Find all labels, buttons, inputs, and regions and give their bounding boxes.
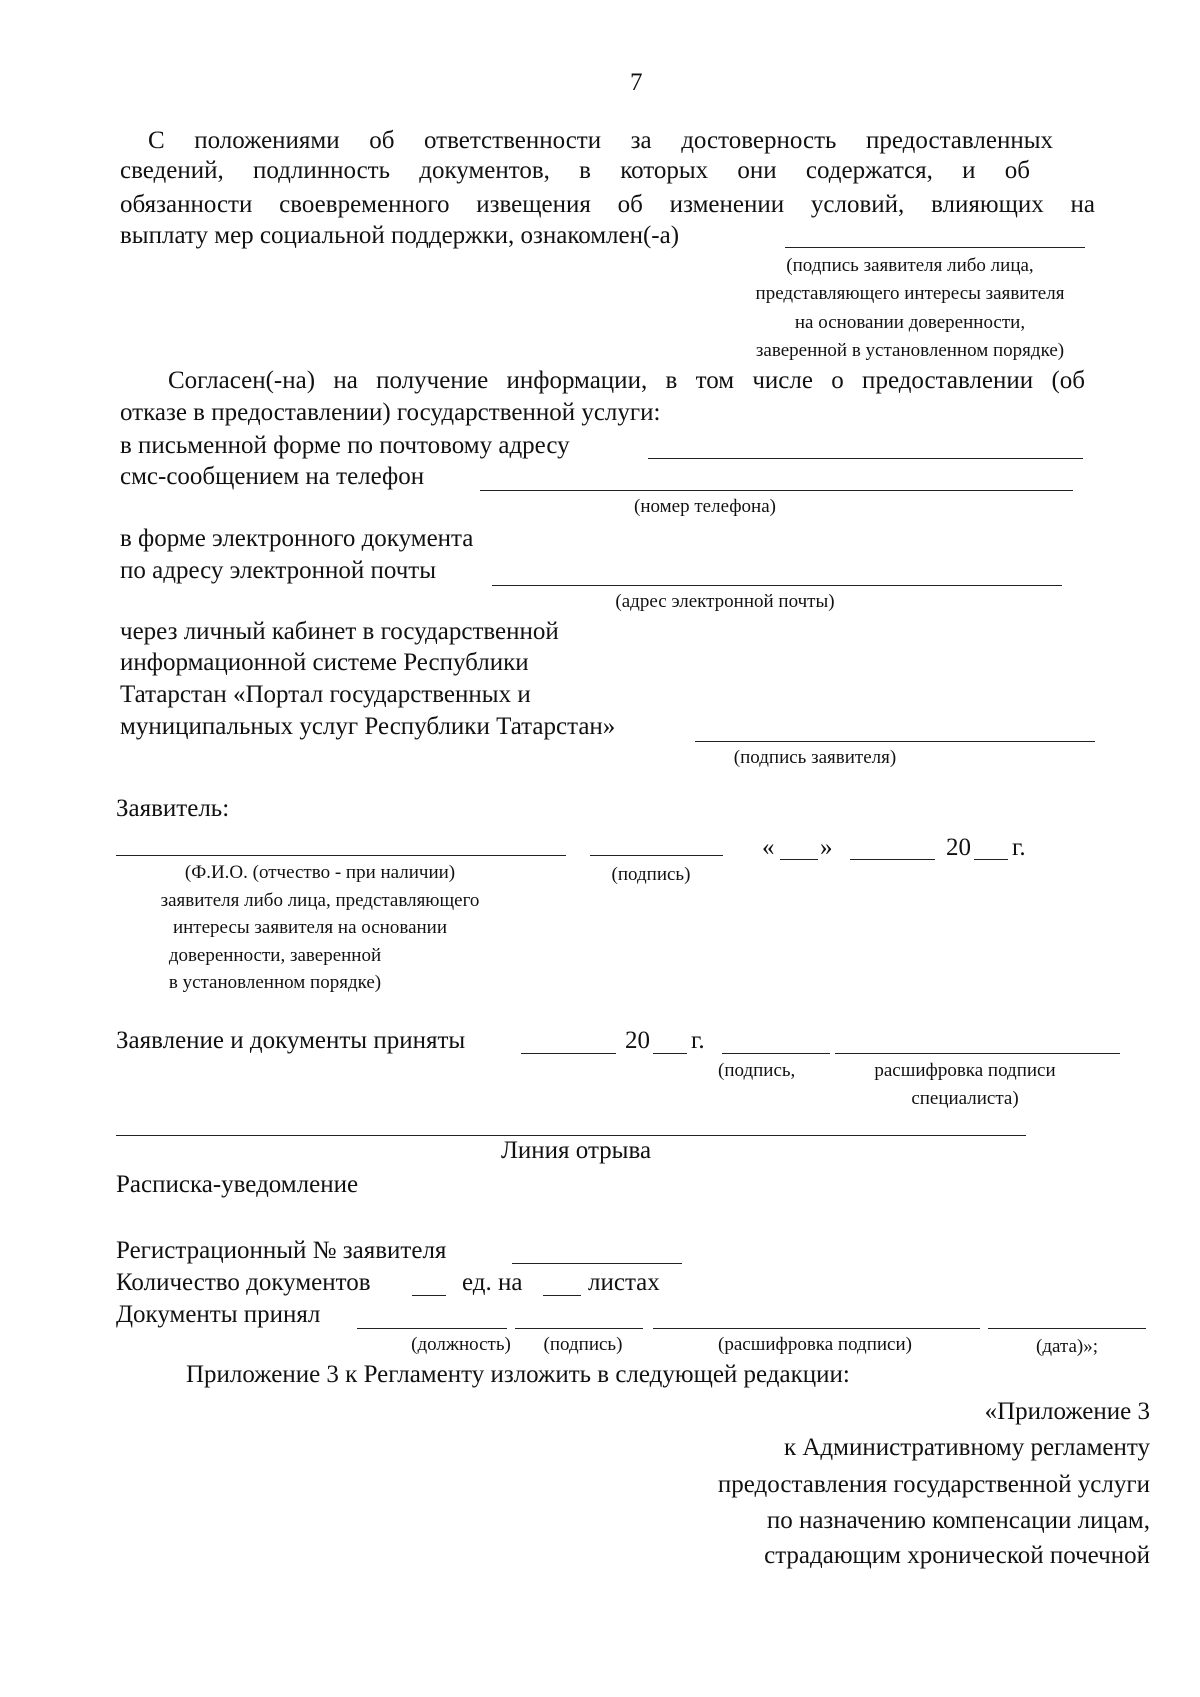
consent-line-2: отказе в предоставлении) государственной услуги: xyxy=(120,399,661,426)
fio-caption-2: заявителя либо лица, представляющего xyxy=(160,890,480,911)
responsibility-line-2: сведений, подлинность документов, в которых они содержатся, и об xyxy=(120,157,1030,184)
date-year-prefix: 20 xyxy=(946,834,971,861)
date-month-line xyxy=(850,859,935,860)
acquainted-caption-1: (подпись заявителя либо лица, xyxy=(786,255,1034,276)
accepted-year-prefix: 20 xyxy=(625,1027,650,1054)
appendix-heading-3: предоставления государственной услуги xyxy=(717,1471,1150,1498)
accepted-date-line xyxy=(521,1053,616,1054)
specialist-signature-line xyxy=(722,1053,830,1054)
accepted-label: Заявление и документы приняты xyxy=(116,1027,466,1054)
responsibility-line-4: выплату мер социальной поддержки, ознакомлен(-а) xyxy=(120,222,680,249)
date-day-line xyxy=(780,859,818,860)
edoc-label-1: в форме электронного документа xyxy=(120,525,474,552)
phone-caption: (номер телефона) xyxy=(634,496,776,517)
accepted-by-label: Документы принял xyxy=(116,1301,321,1328)
fio-caption-4: доверенности, заверенной xyxy=(168,945,382,966)
docs-units-label: ед. на xyxy=(462,1269,523,1296)
applicant-signature-caption: (подпись) xyxy=(611,864,691,885)
receipt-signature-caption: (подпись) xyxy=(543,1334,623,1355)
page-number: 7 xyxy=(630,69,643,96)
docs-count-line xyxy=(412,1295,446,1296)
receipt-date-caption: (дата)»; xyxy=(1036,1336,1099,1357)
fio-caption-3: интересы заявителя на основании xyxy=(172,917,448,938)
appendix-heading-4: по назначению компенсации лицам, xyxy=(766,1507,1150,1534)
email-line xyxy=(492,585,1062,586)
appendix-heading-1: «Приложение 3 xyxy=(984,1398,1150,1425)
acquainted-caption-3: на основании доверенности, xyxy=(794,312,1026,333)
fio-caption-5: в установленном порядке) xyxy=(168,972,382,993)
consent-line-1: Согласен(-на) на получение информации, в том числе о предоставлении (об xyxy=(168,367,1085,394)
specialist-decode-caption-2: специалиста) xyxy=(911,1088,1019,1109)
portal-label-2: информационной системе Республики xyxy=(120,649,529,676)
specialist-signature-caption: (подпись, xyxy=(718,1060,796,1081)
date-year-line xyxy=(974,859,1008,860)
specialist-decode-line xyxy=(835,1053,1120,1054)
docs-sheets-label: листах xyxy=(588,1269,660,1296)
position-caption: (должность) xyxy=(411,1334,511,1355)
accepted-year-suffix: г. xyxy=(691,1027,705,1054)
portal-signature-line xyxy=(695,741,1095,742)
reg-number-line xyxy=(512,1263,682,1264)
appendix-heading-5: страдающим хронической почечной xyxy=(764,1542,1150,1569)
edoc-label-2: по адресу электронной почты xyxy=(120,557,436,584)
receipt-title: Расписка-уведомление xyxy=(116,1171,359,1198)
appendix-heading-2: к Административному регламенту xyxy=(783,1434,1150,1461)
sms-label: смс-сообщением на телефон xyxy=(120,463,425,490)
fio-caption-1: (Ф.И.О. (отчество - при наличии) xyxy=(184,862,456,883)
responsibility-line-1: С положениями об ответственности за достоверность предоставленных xyxy=(148,127,1053,154)
acquainted-signature-line xyxy=(785,247,1085,248)
email-caption: (адрес электронной почты) xyxy=(615,591,835,612)
reg-number-label: Регистрационный № заявителя xyxy=(116,1237,447,1264)
postal-address-line xyxy=(648,458,1083,459)
receipt-decode-caption: (расшифровка подписи) xyxy=(718,1334,912,1355)
phone-line xyxy=(480,490,1073,491)
docs-sheets-line xyxy=(543,1295,581,1296)
receipt-signature-line xyxy=(515,1328,643,1329)
portal-label-1: через личный кабинет в государственной xyxy=(120,618,559,645)
docs-count-label: Количество документов xyxy=(116,1269,371,1296)
applicant-signature-line xyxy=(590,855,723,856)
appendix-note: Приложение 3 к Регламенту изложить в следующей редакции: xyxy=(186,1361,850,1388)
acquainted-caption-2: представляющего интересы заявителя xyxy=(755,283,1065,304)
portal-caption: (подпись заявителя) xyxy=(733,747,897,768)
responsibility-line-3: обязанности своевременного извещения об изменении условий, влияющих на xyxy=(120,191,1095,218)
date-year-suffix: г. xyxy=(1012,834,1026,861)
postal-label: в письменной форме по почтовому адресу xyxy=(120,432,570,459)
tear-line-label: Линия отрыва xyxy=(500,1137,652,1164)
applicant-label: Заявитель: xyxy=(116,795,230,822)
specialist-decode-caption-1: расшифровка подписи xyxy=(874,1060,1056,1081)
date-quote-open: « xyxy=(762,834,775,861)
date-quote-close: » xyxy=(820,834,833,861)
receipt-decode-line xyxy=(653,1328,980,1329)
portal-label-4: муниципальных услуг Республики Татарстан» xyxy=(120,713,616,740)
acquainted-caption-4: заверенной в установленном порядке) xyxy=(755,340,1065,361)
position-line xyxy=(357,1328,507,1329)
tear-line xyxy=(116,1135,1026,1136)
accepted-year-line xyxy=(653,1053,687,1054)
portal-label-3: Татарстан «Портал государственных и xyxy=(120,681,531,708)
receipt-date-line xyxy=(988,1328,1146,1329)
fio-line xyxy=(116,855,566,856)
